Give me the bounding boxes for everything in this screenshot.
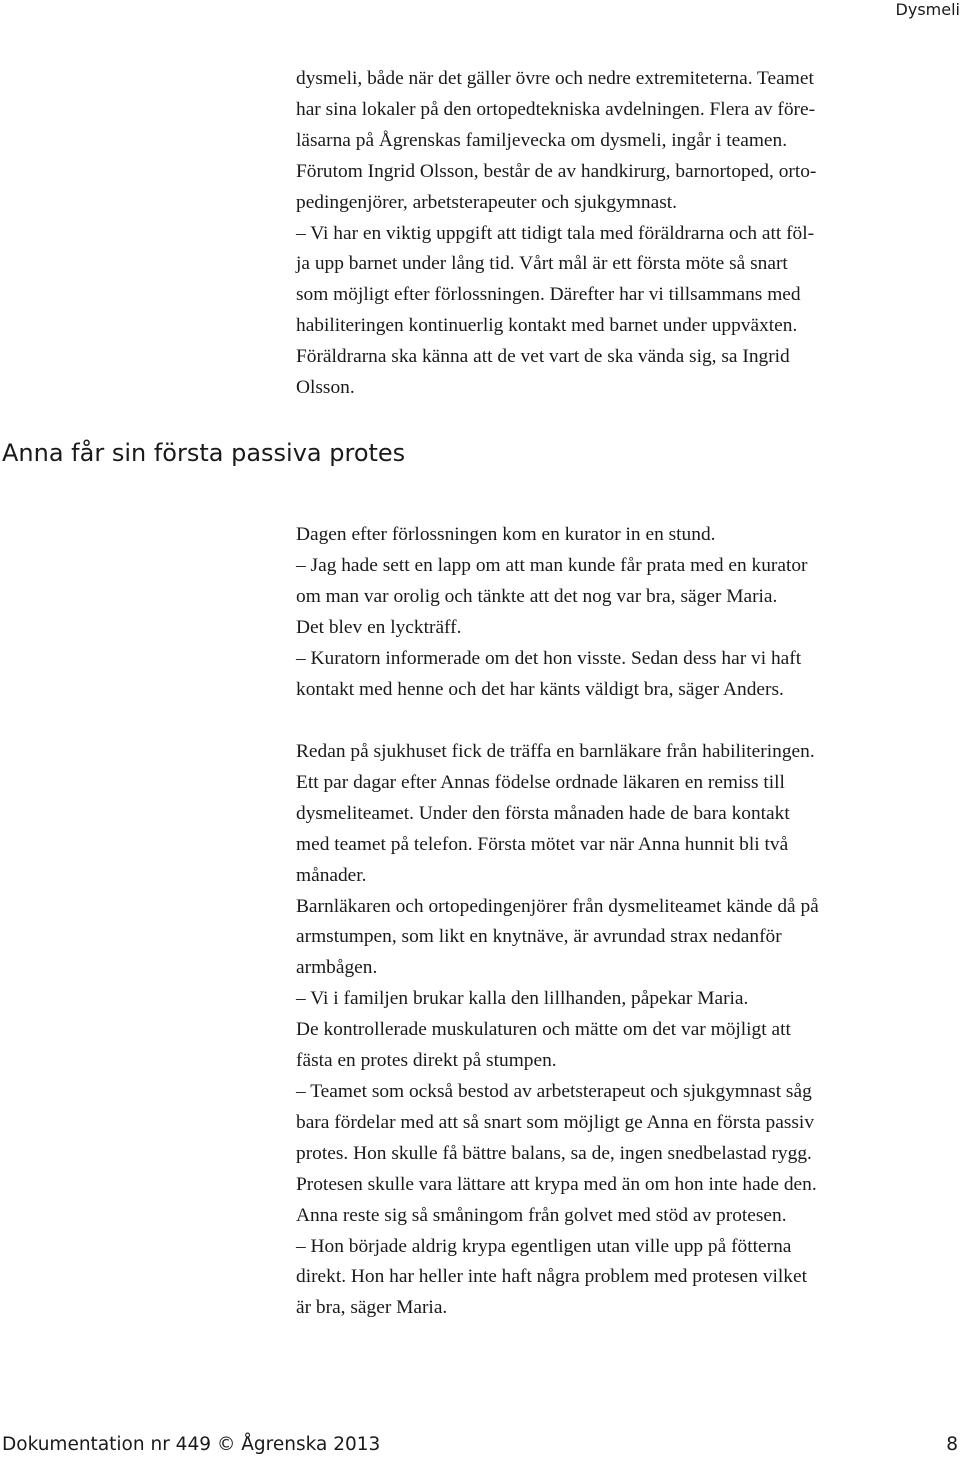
text-line: med teamet på telefon. Första mötet var när Anna hunnit bli två [296, 833, 789, 855]
text-line: Anna reste sig så småningom från golvet med stöd av protesen. [296, 1204, 787, 1226]
text-line: har sina lokaler på den ortopedtekniska avdelningen. Flera av före- [296, 98, 816, 120]
text-line: månader. [296, 864, 367, 886]
text-line: Ett par dagar efter Annas födelse ordnade läkaren en remiss till [296, 771, 785, 793]
text-line: Redan på sjukhuset fick de träffa en barnläkare från habiliteringen. [296, 741, 815, 762]
section-b-paragraphs [296, 737, 936, 1324]
running-head-title: Dysmeli [895, 0, 960, 19]
text-line: armstumpen, som likt en knytnäve, är avrundad strax nedanför [296, 926, 782, 948]
text-line: om man var orolig och tänkte att det nog var bra, säger Maria. [296, 585, 778, 607]
text-line: Det blev en lyckträff. [296, 616, 462, 638]
text-line: – Vi i familjen brukar kalla den lillhanden, påpekar Maria. [296, 988, 749, 1010]
text-line: armbågen. [296, 957, 378, 979]
text-line: Barnläkaren och ortopedingenjörer från dysmeliteamet kände då på [296, 895, 819, 917]
text-line: – Jag hade sett en lapp om att man kunde får prata med en kurator [296, 554, 808, 576]
text-line: protes. Hon skulle få bättre balans, sa de, ingen snedbelastad rygg. [296, 1142, 812, 1164]
text-line: – Kuratorn informerade om det hon visste. Sedan dess har vi haft [296, 647, 802, 669]
text-line: pedingenjörer, arbetsterapeuter och sjukgymnast. [296, 191, 677, 213]
footer-page-number: 8 [946, 1434, 958, 1455]
footer-document-info: Dokumentation nr 449 © Ågrenska 2013 [2, 1434, 381, 1455]
text-line: – Teamet som också bestod av arbetsterapeut och sjukgymnast såg [296, 1080, 812, 1102]
text-line: habiliteringen kontinuerlig kontakt med barnet under uppväxten. [296, 315, 798, 337]
text-line: som möjligt efter förlossningen. Därefter har vi tillsammans med [296, 284, 801, 306]
text-line: ja upp barnet under lång tid. Vårt mål är ett första möte så snart [296, 253, 788, 275]
text-line: dysmeli, både när det gäller övre och nedre extremiteterna. Teamet [296, 68, 814, 89]
text-line: Olsson. [296, 377, 355, 399]
text-line: Föräldrarna ska känna att de vet vart de ska vända sig, sa Ingrid [296, 346, 790, 368]
text-line: Förutom Ingrid Olsson, består de av handkirurg, barnortoped, orto- [296, 160, 817, 182]
text-line: – Hon började aldrig krypa egentligen utan ville upp på fötterna [296, 1235, 792, 1257]
text-line: – Vi har en viktig uppgift att tidigt tala med föräldrarna och att föl- [296, 222, 815, 244]
text-line: läsarna på Ågrenskas familjevecka om dysmeli, ingår i teamen. [296, 129, 788, 151]
text-line: De kontrollerade muskulaturen och mätte om det var möjligt att [296, 1019, 791, 1041]
section-a-paragraphs [296, 520, 936, 705]
intro-paragraphs [296, 64, 936, 404]
text-line: bara fördelar med att så snart som möjligt ge Anna en första passiv [296, 1111, 815, 1133]
text-line: kontakt med henne och det har känts väldigt bra, säger Anders. [296, 678, 784, 700]
text-line: dysmeliteamet. Under den första månaden hade de bara kontakt [296, 802, 790, 824]
text-line: fästa en protes direkt på stumpen. [296, 1050, 557, 1072]
text-line: direkt. Hon har heller inte haft några problem med protesen vilket [296, 1266, 807, 1288]
text-line: Dagen efter förlossningen kom en kurator in en stund. [296, 524, 716, 545]
section-heading: Anna får sin första passiva protes [2, 439, 406, 467]
text-line: är bra, säger Maria. [296, 1297, 448, 1319]
text-line: Protesen skulle vara lättare att krypa med än om hon inte hade den. [296, 1173, 817, 1195]
